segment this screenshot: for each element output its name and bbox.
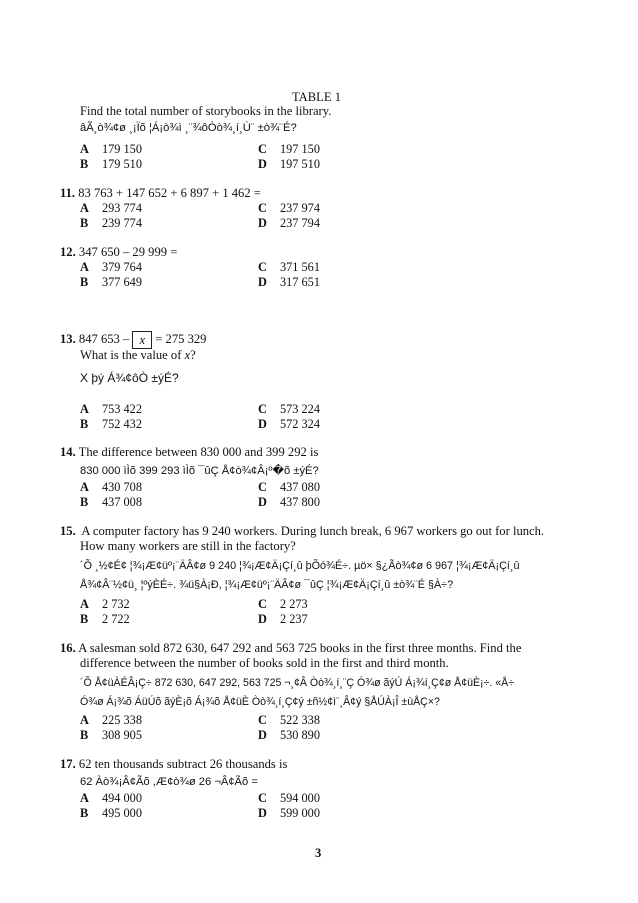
q14-option-c[interactable]: C 437 080: [258, 480, 320, 494]
question-11: 11. 83 763 + 147 652 + 6 897 + 1 462 =: [60, 186, 261, 200]
q16-option-c[interactable]: C 522 338: [258, 713, 320, 727]
q14-option-b[interactable]: B 437 008: [80, 495, 142, 509]
q15-alt-line2: Å¾¢Â¨½¢ü¸ ¦ºýÈÉ÷. ¾ü§À¡Ð, ¦¾¡Æ¢üº¡¨ÄÂ¢ø ¯ûÇ ¦¾¡Æ¢Ä¡Çí¸û ±ò¾¨É §À÷?: [80, 579, 454, 591]
question-number: 13.: [60, 331, 76, 346]
q13-subquestion: What is the value of x?: [80, 348, 196, 362]
q12-option-a[interactable]: A 379 764: [80, 260, 142, 274]
question-number: 14.: [60, 445, 76, 459]
question-number: 15.: [60, 524, 76, 538]
unknown-x-box: x: [132, 331, 152, 349]
question-13: 13. 847 653 – x = 275 329: [60, 331, 207, 347]
q16-option-d[interactable]: D 530 890: [258, 728, 320, 742]
q11-option-d[interactable]: D 237 794: [258, 216, 320, 230]
question-number: 12.: [60, 245, 76, 259]
intro-option-c[interactable]: C 197 150: [258, 142, 320, 156]
question-14: 14. The difference between 830 000 and 399 292 is: [60, 445, 319, 459]
table-title: TABLE 1: [292, 90, 342, 104]
q15-option-d[interactable]: D 2 237: [258, 612, 308, 626]
q14-option-a[interactable]: A 430 708: [80, 480, 142, 494]
page-number: 3: [315, 846, 322, 860]
q13-option-a[interactable]: A 753 422: [80, 402, 142, 416]
q12-option-d[interactable]: D 317 651: [258, 275, 320, 289]
q13-option-d[interactable]: D 572 324: [258, 417, 320, 431]
q17-option-c[interactable]: C 594 000: [258, 791, 320, 805]
q14-alt-text: 830 000 ìÌõ 399 293 ìÌõ ¯ûÇ Å¢ò¾¢Â¡º�õ ±ýÉ?: [80, 465, 319, 477]
q13-alt-text: X þý Á¾¢ôÒ ±ýÉ?: [80, 371, 179, 385]
intro-option-b[interactable]: B 179 510: [80, 157, 142, 171]
question-17: 17. 62 ten thousands subtract 26 thousands is: [60, 757, 288, 771]
intro-question-text: Find the total number of storybooks in the library.: [80, 104, 332, 118]
q16-option-b[interactable]: B 308 905: [80, 728, 142, 742]
question-number: 11.: [60, 186, 76, 200]
q11-option-a[interactable]: A 293 774: [80, 201, 142, 215]
q15-text-line2: How many workers are still in the factory?: [80, 539, 296, 553]
q17-alt-text: 62 Àò¾¡Â¢Ãõ ,Æ¢ò¾ø 26 ¬Â¢Ãõ =: [80, 776, 258, 788]
intro-option-a[interactable]: A 179 150: [80, 142, 142, 156]
intro-option-d[interactable]: D 197 510: [258, 157, 320, 171]
q17-option-d[interactable]: D 599 000: [258, 806, 320, 820]
q15-option-a[interactable]: A 2 732: [80, 597, 130, 611]
q16-option-a[interactable]: A 225 338: [80, 713, 142, 727]
question-12: 12. 347 650 – 29 999 =: [60, 245, 178, 259]
q15-option-c[interactable]: C 2 273: [258, 597, 308, 611]
q12-option-c[interactable]: C 371 561: [258, 260, 320, 274]
question-number: 17.: [60, 757, 76, 771]
question-16: 16. A salesman sold 872 630, 647 292 and 563 725 books in the first three months. Find the: [60, 641, 522, 655]
question-15: 15. A computer factory has 9 240 workers. During lunch break, 6 967 workers go out for lunch.: [60, 524, 545, 538]
q11-option-c[interactable]: C 237 974: [258, 201, 320, 215]
q15-option-b[interactable]: B 2 722: [80, 612, 130, 626]
q17-option-b[interactable]: B 495 000: [80, 806, 142, 820]
q14-option-d[interactable]: D 437 800: [258, 495, 320, 509]
q17-option-a[interactable]: A 494 000: [80, 791, 142, 805]
q16-alt-line2: Ó¾ø Á¡¾õ ÁüÚõ ãýÈ¡õ Á¡¾õ Å¢üÈ Òò¾¸í¸Ç¢ý ±ñ½¢ì¨¸Â¢ý §ÅÚÀ¡Î ±ùÅÇ×?: [80, 696, 440, 708]
q16-text-line2: difference between the number of books sold in the first and third month.: [80, 656, 449, 670]
q13-option-c[interactable]: C 573 224: [258, 402, 320, 416]
q15-alt-line1: ´Õ ¸½¢É¢ ¦¾¡Æ¢üº¡¨ÄÂ¢ø 9 240 ¦¾¡Æ¢Ä¡Çí¸û þÕó¾É÷. µö× §¿Ãò¾¢ø 6 967 ¦¾¡Æ¢Ä¡Çí¸û: [80, 560, 520, 572]
intro-question-alt-text: âÃ¸ò¾¢ø ¸¡Ïõ ¦Á¡ò¾ì ¸¨¾ôÒò¾¸í¸Ù¨ ±ò¾¨É?: [80, 122, 297, 134]
question-number: 16.: [60, 641, 76, 655]
q16-alt-line1: ´Õ Å¢üÀÉÂ¡Ç÷ 872 630, 647 292, 563 725 ¬¸¢Â Òò¾¸í¸¨Ç Ó¾ø ãýÚ Á¡¾í¸Ç¢ø Å¢üÈ¡÷. «Å÷: [80, 677, 515, 689]
q13-option-b[interactable]: B 752 432: [80, 417, 142, 431]
q12-option-b[interactable]: B 377 649: [80, 275, 142, 289]
q11-option-b[interactable]: B 239 774: [80, 216, 142, 230]
